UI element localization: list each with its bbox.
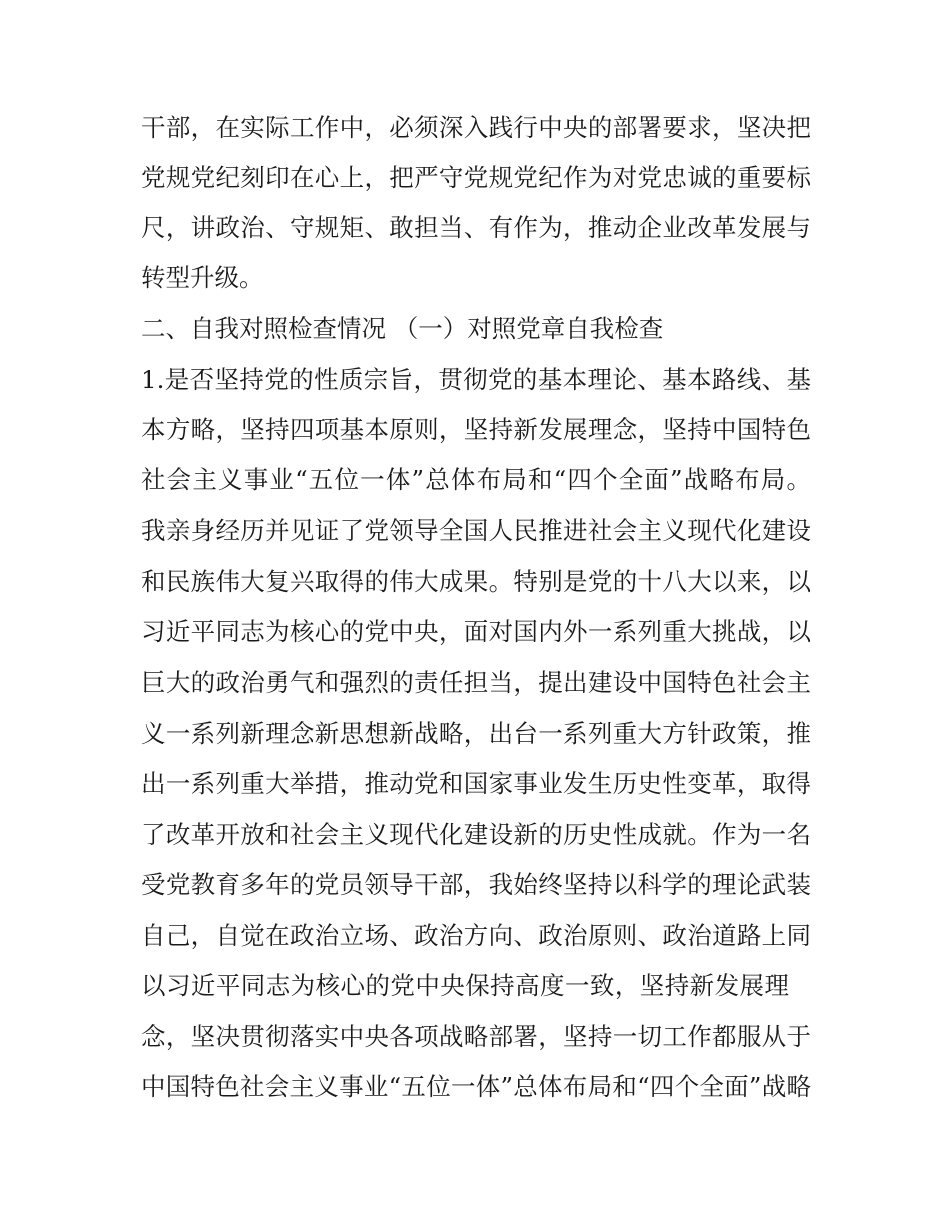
text-line: 受党教育多年的党员领导干部，我始终坚持以科学的理论武装: [141, 870, 811, 899]
text-line: 和民族伟大复兴取得的伟大成果。特别是党的十八大以来，以: [141, 567, 811, 596]
text-line: 中国特色社会主义事业“五位一体”总体布局和“四个全面”战略: [141, 1072, 811, 1101]
text-line: 社会主义事业“五位一体”总体布局和“四个全面”战略布局。: [141, 465, 811, 494]
text-line: 党规党纪刻印在心上，把严守党规党纪作为对党忠诚的重要标: [141, 163, 811, 192]
text-line: 出一系列重大举措，推动党和国家事业发生历史性变革，取得: [141, 769, 811, 798]
text-line: 以习近平同志为核心的党中央保持高度一致，坚持新发展理: [141, 971, 789, 1000]
text-line: 转型升级。: [141, 263, 264, 292]
text-line: 巨大的政治勇气和强烈的责任担当，提出建设中国特色社会主: [141, 668, 811, 697]
text-line: 自己，自觉在政治立场、政治方向、政治原则、政治道路上同: [141, 921, 811, 950]
text-line: 1.是否坚持党的性质宗旨，贯彻党的基本理论、基本路线、基: [141, 365, 811, 394]
text-line: 念，坚决贯彻落实中央各项战略部署，坚持一切工作都服从于: [141, 1022, 811, 1051]
text-line: 尺，讲政治、守规矩、敢担当、有作为，推动企业改革发展与: [141, 213, 811, 242]
text-line: 习近平同志为核心的党中央，面对国内外一系列重大挑战，以: [141, 617, 811, 646]
text-line: 义一系列新理念新思想新战略，出台一系列重大方针政策，推: [141, 719, 811, 748]
section-heading: 二、自我对照检查情况 （一）对照党章自我检查: [141, 314, 664, 343]
text-line: 本方略，坚持四项基本原则，坚持新发展理念，坚持中国特色: [141, 415, 811, 444]
text-line: 我亲身经历并见证了党领导全国人民推进社会主义现代化建设: [141, 516, 811, 545]
text-line: 了改革开放和社会主义现代化建设新的历史性成就。作为一名: [141, 820, 811, 849]
text-line: 干部，在实际工作中，必须深入践行中央的部署要求，坚决把: [141, 113, 811, 142]
